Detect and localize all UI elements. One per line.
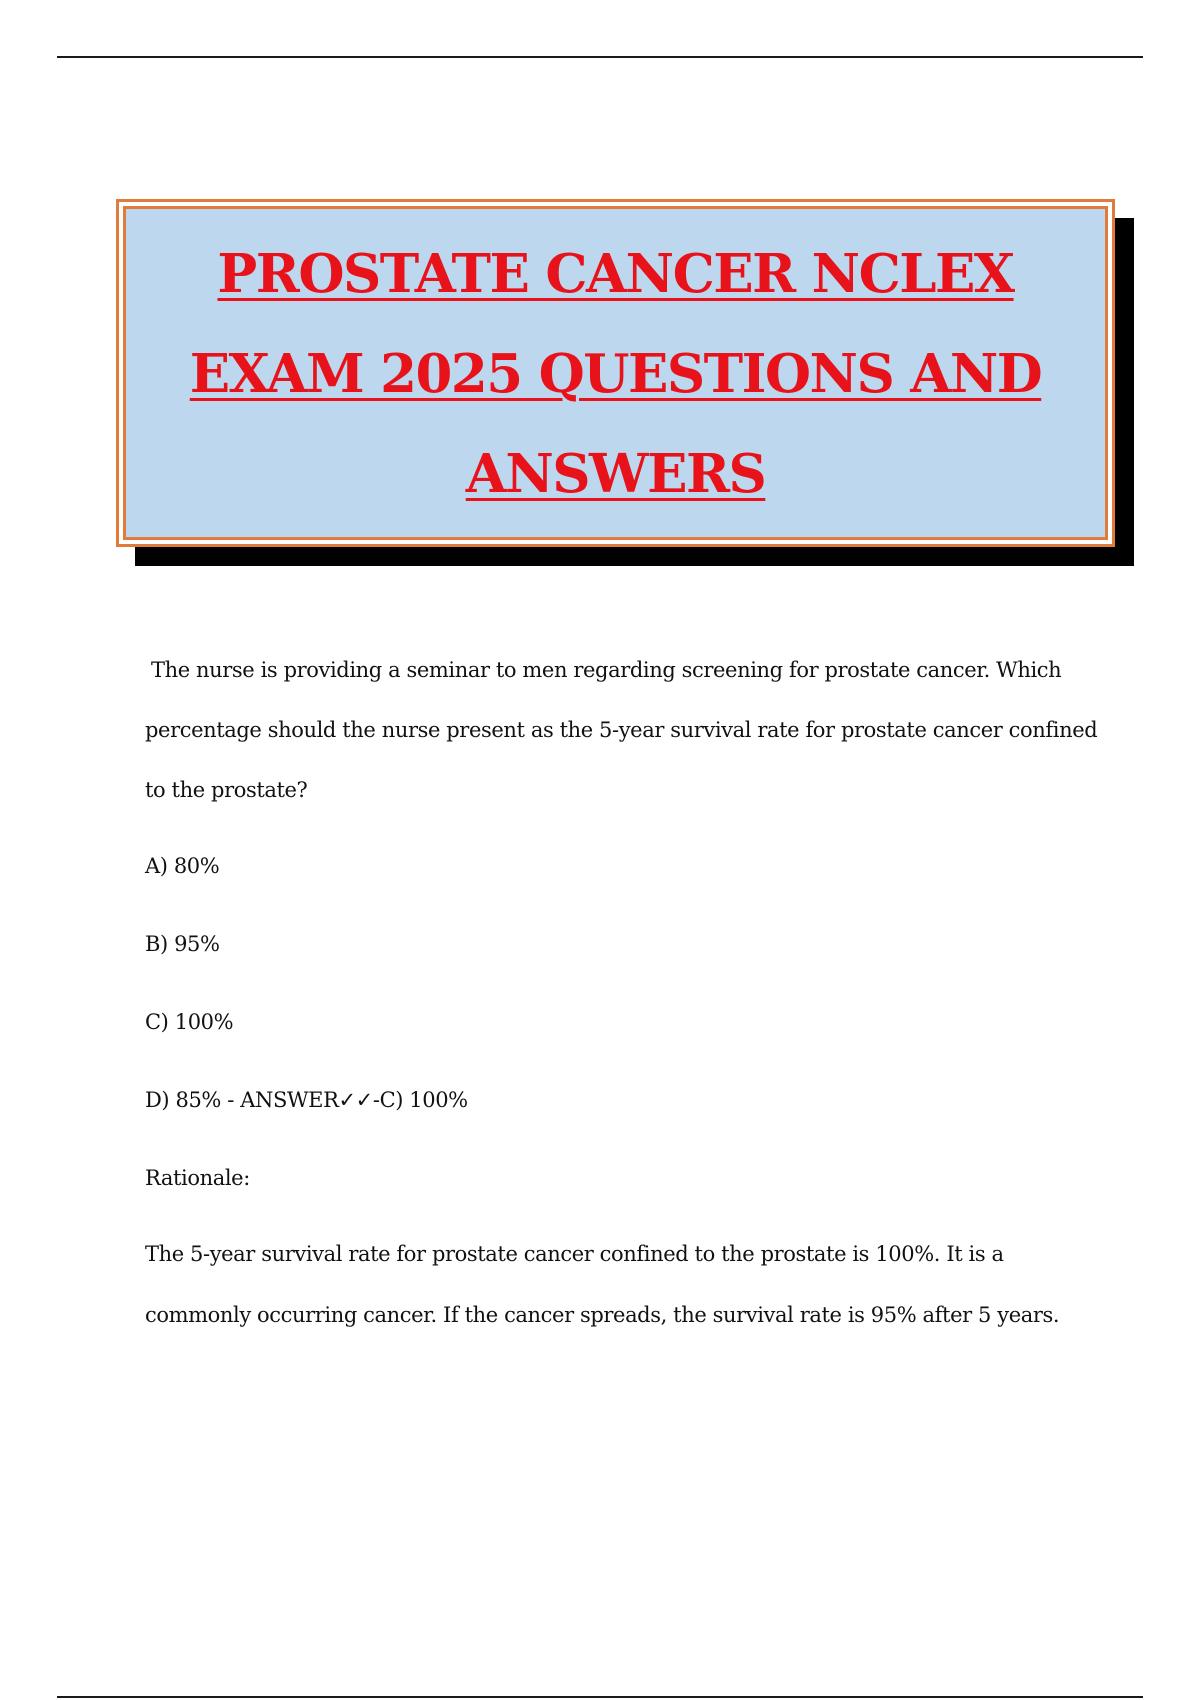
option-c: C) 100%	[145, 1010, 234, 1034]
option-a: A) 80%	[145, 854, 220, 878]
rationale-text: The 5-year survival rate for prostate cancer confined to the prostate is 100%. It is a commonly occurring cancer. If the cancer spreads, the survival rate is 95% after 5 years.	[145, 1242, 1060, 1327]
rationale-label: Rationale:	[145, 1166, 250, 1190]
question-text: The nurse is providing a seminar to men regarding screening for prostate cancer. Which percentage should the nurse present as the 5-year survival rate for prostate cancer confined to the prostate?	[145, 658, 1098, 802]
document-title: PROSTATE CANCER NCLEX EXAM 2025 QUESTIONS AND ANSWERS	[189, 243, 1042, 505]
bottom-rule	[57, 1696, 1143, 1698]
option-d-with-answer: D) 85% - ANSWER✓✓-C) 100%	[145, 1088, 468, 1112]
option-b: B) 95%	[145, 932, 220, 956]
top-rule	[57, 56, 1143, 58]
title-banner	[116, 199, 1115, 547]
question-content	[145, 640, 1105, 1346]
